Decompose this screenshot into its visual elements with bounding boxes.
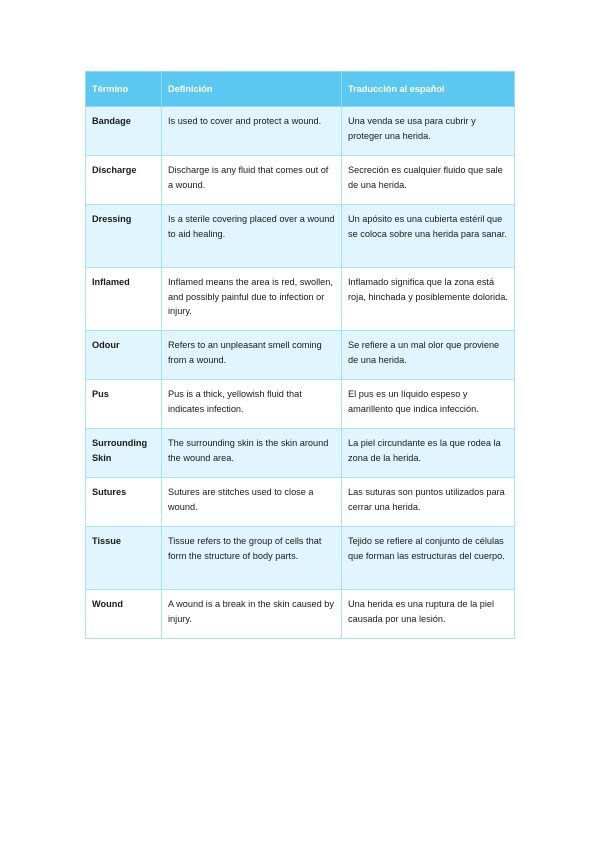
definition-cell: Refers to an unpleasant smell coming from a wound. [162,331,342,380]
table-row [86,156,515,205]
term-cell: Odour [86,331,162,380]
translation-cell: Las suturas son puntos utilizados para cerrar una herida. [342,478,515,527]
header-translation: Traducción al español [342,72,515,107]
glossary-table [85,71,515,639]
table-row [86,205,515,268]
definition-cell: Sutures are stitches used to close a wound. [162,478,342,527]
term-cell: Surrounding Skin [86,429,162,478]
table-row [86,527,515,590]
table-row [86,268,515,331]
definition-cell: A wound is a break in the skin caused by injury. [162,590,342,639]
term-cell: Discharge [86,156,162,205]
translation-cell: La piel circundante es la que rodea la zona de la herida. [342,429,515,478]
definition-cell: The surrounding skin is the skin around the wound area. [162,429,342,478]
translation-cell: Inflamado significa que la zona está roja, hinchada y posiblemente dolorida. [342,268,515,331]
translation-cell: Una herida es una ruptura de la piel causada por una lesión. [342,590,515,639]
table-row [86,107,515,156]
translation-cell: Una venda se usa para cubrir y proteger una herida. [342,107,515,156]
table-row [86,429,515,478]
table-header [86,72,515,107]
definition-cell: Inflamed means the area is red, swollen, and possibly painful due to infection or injury. [162,268,342,331]
term-cell: Wound [86,590,162,639]
translation-cell: El pus es un líquido espeso y amarillento que indica infección. [342,380,515,429]
term-cell: Pus [86,380,162,429]
header-row [86,72,515,107]
term-cell: Inflamed [86,268,162,331]
definition-cell: Is used to cover and protect a wound. [162,107,342,156]
term-cell: Tissue [86,527,162,590]
translation-cell: Tejido se refiere al conjunto de células que forman las estructuras del cuerpo. [342,527,515,590]
term-cell: Sutures [86,478,162,527]
table-row [86,590,515,639]
definition-cell: Discharge is any fluid that comes out of a wound. [162,156,342,205]
header-term: Término [86,72,162,107]
table-row [86,478,515,527]
definition-cell: Is a sterile covering placed over a wound to aid healing. [162,205,342,268]
definition-cell: Pus is a thick, yellowish fluid that indicates infection. [162,380,342,429]
header-definition: Definición [162,72,342,107]
translation-cell: Se refiere a un mal olor que proviene de una herida. [342,331,515,380]
translation-cell: Secreción es cualquier fluido que sale de una herida. [342,156,515,205]
term-cell: Dressing [86,205,162,268]
definition-cell: Tissue refers to the group of cells that form the structure of body parts. [162,527,342,590]
table-body [86,107,515,639]
translation-cell: Un apósito es una cubierta estéril que se coloca sobre una herida para sanar. [342,205,515,268]
table-row [86,331,515,380]
term-cell: Bandage [86,107,162,156]
table-row [86,380,515,429]
